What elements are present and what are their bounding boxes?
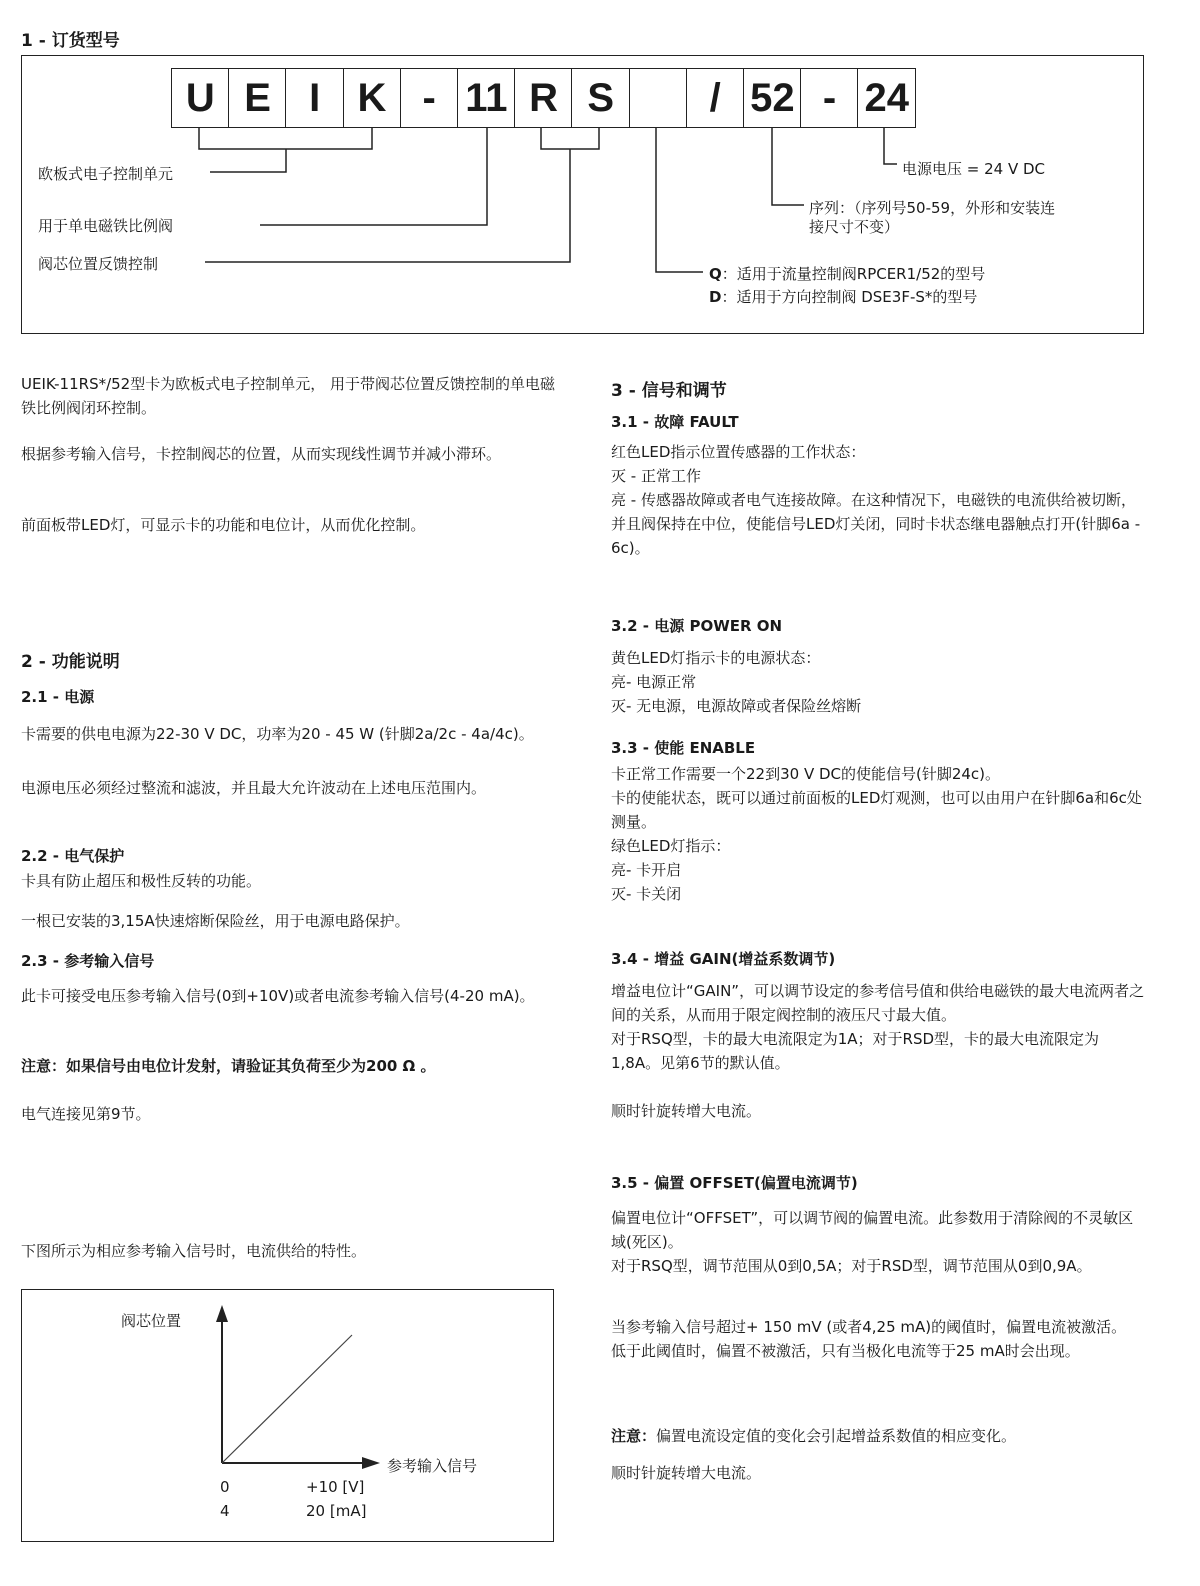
s35-note: [611, 1424, 1146, 1448]
code-cell-5: 11: [457, 68, 516, 128]
s35-note-key: 注意：: [611, 1427, 657, 1445]
option-d-key: D: [709, 288, 722, 306]
chart-tick-v-0: 0: [220, 1478, 230, 1496]
s21-paragraph-1: 卡需要的供电电源为22-30 V DC，功率为20 - 45 W (针脚2a/2c - 4a/4c)。: [21, 725, 534, 743]
intro-paragraph-3: 前面板带LED灯，可显示卡的功能和电位计，从而优化控制。: [21, 516, 426, 534]
chart-tick-ma-4: 4: [220, 1502, 230, 1520]
s21-paragraph-2: 电源电压必须经过整流和滤波，并且最大允许波动在上述电压范围内。: [21, 779, 487, 797]
code-cell-11: -: [800, 68, 859, 128]
s33-paragraph: 卡正常工作需要一个22到30 V DC的使能信号(针脚24c)。 卡的使能状态，既可以通过前面板的LED灯观测，也可以由用户在针脚6a和6c处测量。 绿色LED灯指示： 亮- 卡开启 灭- 卡关闭: [611, 765, 1142, 903]
code-cell-2: I: [285, 68, 344, 128]
s35-paragraph-2: 当参考输入信号超过+ 150 mV (或者4,25 mA)的阈值时，偏置电流被激活。 低于此阈值时，偏置不被激活，只有当极化电流等于25 mA时会出现。: [611, 1318, 1127, 1360]
s22-paragraph-1: 卡具有防止超压和极性反转的功能。: [21, 872, 262, 890]
s34-paragraph-2: 顺时针旋转增大电流。: [611, 1102, 762, 1120]
chart-tick-ma-20: 20 [mA]: [306, 1502, 367, 1520]
s34-paragraph-1: 增益电位计“GAIN”，可以调节设定的参考信号值和供给电磁铁的最大电流两者之间的关系，从而用于限定阀控制的液压尺寸最大值。 对于RSQ型，卡的最大电流限定为1A；对于RSD型，卡的最大电流限定为1,8A。见第6节的默认值。: [611, 982, 1145, 1072]
s33-title: 3.3 - 使能 ENABLE: [611, 739, 756, 757]
s22-title: 2.2 - 电气保护: [21, 847, 125, 865]
s21-title: 2.1 - 电源: [21, 688, 95, 706]
s23-title: 2.3 - 参考输入信号: [21, 952, 155, 970]
code-cell-6: R: [514, 68, 573, 128]
s35-note-text: 偏置电流设定值的变化会引起增益系数值的相应变化。: [656, 1427, 1017, 1445]
code-cell-8: [629, 68, 688, 128]
label-single-solenoid: 用于单电磁铁比例阀: [38, 217, 174, 235]
label-eurocard-unit: 欧板式电子控制单元: [38, 165, 174, 183]
s35-paragraph-1: 偏置电位计“OFFSET”，可以调节阀的偏置电流。此参数用于清除阀的不灵敏区域(死区)。 对于RSQ型，调节范围从0到0,5A；对于RSD型，调节范围从0到0,9A。: [611, 1209, 1134, 1275]
label-series-line1: 序列：（序列号50-59，外形和安装连: [809, 199, 1056, 217]
label-option-q: [709, 263, 985, 284]
code-cell-3: K: [343, 68, 402, 128]
s31-paragraph: 红色LED指示位置传感器的工作状态： 灭 - 正常工作 亮 - 传感器故障或者电气连接故障。在这种情况下，电磁铁的电流供给被切断，并且阀保持在中位，使能信号LED灯关闭，同时卡状态继电器触点打开(针脚6a - 6c)。: [611, 443, 1141, 557]
chart-tick-v-10: +10 [V]: [306, 1478, 365, 1496]
chart-frame: [21, 1289, 554, 1542]
code-cell-10: 52: [743, 68, 802, 128]
code-cell-9: /: [686, 68, 745, 128]
label-option-d: [709, 286, 977, 307]
intro-paragraph-2: 根据参考输入信号，卡控制阀芯的位置，从而实现线性调节并减小滞环。: [21, 445, 502, 463]
label-supply-voltage: 电源电压 = 24 V DC: [902, 160, 1046, 178]
s31-title: 3.1 - 故障 FAULT: [611, 413, 739, 431]
option-q-text: ：适用于流量控制阀RPCER1/52的型号: [721, 265, 986, 283]
s23-note: 注意：如果信号由电位计发射，请验证其负荷至少为200 Ω 。: [21, 1057, 436, 1075]
chart-intro: 下图所示为相应参考输入信号时，电流供给的特性。: [21, 1242, 367, 1260]
s32-title: 3.2 - 电源 POWER ON: [611, 617, 783, 635]
s35-title: 3.5 - 偏置 OFFSET(偏置电流调节): [611, 1174, 858, 1192]
option-d-text: ：适用于方向控制阀 DSE3F-S*的型号: [721, 288, 978, 306]
code-cell-0: U: [171, 68, 230, 128]
s35-paragraph-3: 顺时针旋转增大电流。: [611, 1464, 762, 1482]
chart-x-label: 参考输入信号: [387, 1457, 478, 1475]
option-q-key: Q: [709, 265, 722, 283]
s22-paragraph-2: 一根已安装的3,15A快速熔断保险丝，用于电源电路保护。: [21, 912, 410, 930]
s23-paragraph-1: 此卡可接受电压参考输入信号(0到+10V)或者电流参考输入信号(4-20 mA)。: [21, 987, 535, 1005]
ordering-heading: 1 - 订货型号: [21, 31, 120, 51]
label-spool-feedback: 阀芯位置反馈控制: [38, 255, 159, 273]
code-cell-7: S: [571, 68, 630, 128]
intro-paragraph-1: UEIK-11RS*/52型卡为欧板式电子控制单元， 用于带阀芯位置反馈控制的单电磁铁比例阀闭环控制。: [21, 375, 555, 417]
section2-heading: 2 - 功能说明: [21, 652, 120, 672]
s32-paragraph: 黄色LED灯指示卡的电源状态： 亮- 电源正常 灭- 无电源，电源故障或者保险丝熔断: [611, 649, 862, 715]
chart-y-label: 阀芯位置: [121, 1312, 182, 1330]
s34-title: 3.4 - 增益 GAIN(增益系数调节): [611, 950, 836, 968]
s23-paragraph-3: 电气连接见第9节。: [21, 1105, 151, 1123]
section3-heading: 3 - 信号和调节: [611, 381, 727, 401]
code-cell-4: -: [400, 68, 459, 128]
label-series-line2: 接尺寸不变）: [809, 218, 900, 236]
code-cell-12: 24: [857, 68, 916, 128]
code-cell-1: E: [228, 68, 287, 128]
